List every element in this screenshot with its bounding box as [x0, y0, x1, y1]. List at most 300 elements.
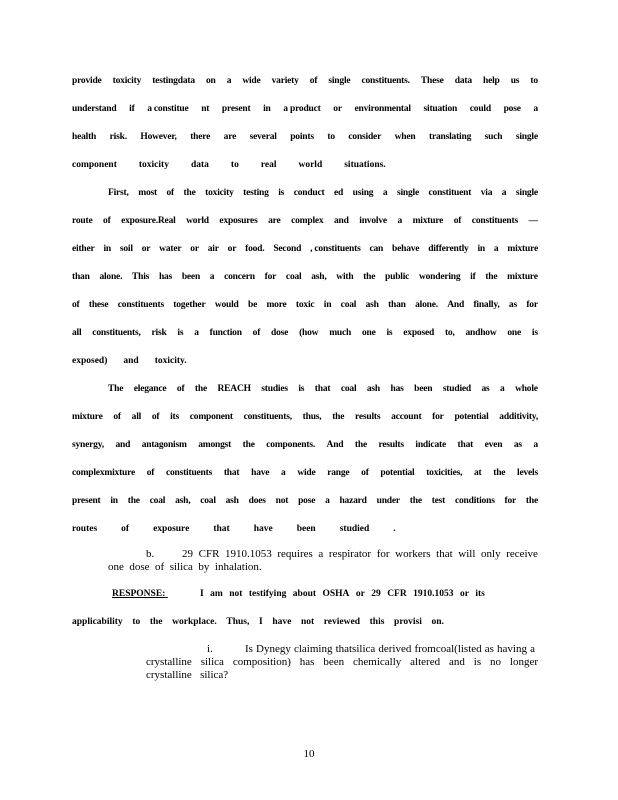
word: all [131, 412, 142, 422]
word: account [391, 412, 422, 422]
word: that [223, 468, 240, 478]
word: that [436, 548, 453, 560]
word: wide [297, 468, 316, 478]
word: a constitue [147, 104, 189, 114]
question-b-line [182, 548, 538, 560]
word: than [72, 272, 90, 282]
word: toxicity [205, 188, 234, 198]
word: requires [277, 548, 313, 560]
word: that [314, 384, 331, 394]
word: even [484, 440, 503, 450]
body-line [72, 299, 538, 311]
word: ash, [175, 496, 191, 506]
word: or [355, 589, 365, 599]
word: differently [428, 244, 469, 254]
word: constituents [165, 468, 213, 478]
word: exposure.Real [121, 216, 176, 226]
word: provide [72, 76, 102, 86]
word: risk. [109, 132, 127, 142]
word: the [525, 496, 538, 506]
body-line [72, 243, 538, 255]
word: via [480, 188, 493, 198]
word: at [474, 468, 482, 478]
word: mixture [72, 412, 103, 422]
word: a [194, 328, 199, 338]
word: such [484, 132, 503, 142]
word: a [397, 216, 403, 226]
word: a [318, 548, 324, 560]
word: 1910.1053 [225, 548, 272, 560]
word: pose [503, 104, 521, 114]
body-line [72, 411, 538, 423]
word: concern [224, 272, 255, 282]
body-line [72, 159, 386, 171]
word: with [336, 272, 354, 282]
word: behave [392, 244, 420, 254]
question-i-line: crystalline silica? [146, 669, 229, 681]
word: range [327, 468, 350, 478]
word: involve [359, 216, 387, 226]
word: potential [454, 412, 489, 422]
word: is [473, 656, 482, 668]
word: to, [444, 328, 455, 338]
word: single [515, 188, 538, 198]
word: present [221, 104, 251, 114]
word: ash [365, 300, 379, 310]
word: us [510, 76, 520, 86]
word: And [447, 300, 465, 310]
word: the [493, 468, 506, 478]
word: in [103, 244, 111, 254]
body-line [72, 215, 538, 227]
word: most [138, 188, 157, 198]
word: wide [242, 76, 261, 86]
word: all [72, 328, 82, 338]
word: for [526, 300, 538, 310]
word: have [272, 617, 292, 627]
word: derived [378, 643, 412, 655]
body-line [72, 327, 538, 339]
word: as [481, 384, 490, 394]
question-i-line [146, 656, 538, 668]
word: testifying [248, 589, 287, 599]
word: exposed) [72, 356, 108, 366]
word: have [253, 524, 273, 534]
question-i-marker: i. [207, 643, 213, 655]
word: a [226, 76, 232, 86]
word: toxicity. [154, 356, 187, 366]
word: exposures [219, 216, 258, 226]
word: synergy, [72, 440, 104, 450]
word: chemically [353, 656, 402, 668]
word: of [103, 216, 111, 226]
word: can [369, 244, 384, 254]
word: toxicity [138, 160, 169, 170]
word: And [326, 440, 344, 450]
word: workplace. [172, 617, 217, 627]
word: constituents, [243, 412, 292, 422]
word: when [394, 132, 416, 142]
word: of [113, 412, 121, 422]
word: mixture [507, 272, 538, 282]
word: results [355, 412, 381, 422]
word: I [200, 589, 204, 599]
word: of [146, 468, 155, 478]
word: help [482, 76, 500, 86]
word: for [432, 412, 444, 422]
body-line [72, 439, 538, 451]
word: a [533, 104, 538, 114]
word: to [327, 132, 335, 142]
word: elegance [133, 384, 167, 394]
word: either [72, 244, 95, 254]
word: water [159, 244, 182, 254]
word: been [296, 524, 316, 534]
word: data [454, 76, 472, 86]
word: of [309, 76, 318, 86]
word: if [129, 104, 135, 114]
word: reviewed [323, 617, 360, 627]
body-line [72, 103, 538, 115]
word: world [298, 160, 323, 170]
word: coal [340, 300, 357, 310]
word: the [332, 412, 345, 422]
word: the [242, 440, 255, 450]
word: applicability [72, 617, 123, 627]
word: complex [291, 216, 324, 226]
response-label-text: RESPONSE: [112, 589, 166, 599]
word: is [298, 384, 305, 394]
word: not [275, 496, 289, 506]
word: data [190, 160, 209, 170]
word: one [361, 328, 376, 338]
word: CFR [387, 589, 407, 599]
word: has [299, 656, 315, 668]
word: under [376, 496, 400, 506]
body-line [72, 271, 538, 283]
word: or [227, 244, 237, 254]
word: workers [395, 548, 431, 560]
word: as [513, 440, 522, 450]
word: these [88, 300, 109, 310]
body-line [72, 523, 396, 535]
word: that [457, 440, 474, 450]
word: is [386, 328, 393, 338]
word: single [328, 76, 351, 86]
word: — [528, 216, 538, 226]
word: . [393, 524, 396, 534]
word: several [249, 132, 277, 142]
word: understand [72, 104, 117, 114]
response-line [200, 588, 485, 600]
word: I [258, 617, 263, 627]
word: potential [380, 468, 415, 478]
word: only [481, 548, 501, 560]
word: amongst [198, 440, 232, 450]
word: to [230, 160, 239, 170]
question-b-line: one dose of silica by inhalation. [108, 561, 262, 573]
word: been [323, 656, 345, 668]
page-number: 10 [303, 748, 315, 760]
word: wondering [418, 272, 461, 282]
word: the [409, 496, 422, 506]
word: studies [261, 384, 288, 394]
word: alone. [415, 300, 438, 310]
word: health [72, 132, 97, 142]
word: am [210, 589, 223, 599]
body-line [108, 187, 538, 199]
word: not [300, 617, 315, 627]
word: translating [428, 132, 472, 142]
word: present [72, 496, 101, 506]
word: andhow [465, 328, 497, 338]
word: a [500, 384, 505, 394]
word: been [414, 384, 433, 394]
word: conduct [293, 188, 325, 198]
word: together [173, 300, 206, 310]
word: 1910.1053 [413, 589, 454, 599]
body-line [72, 131, 538, 143]
word: receive [506, 548, 538, 560]
word: risk [151, 328, 167, 338]
word: or [459, 589, 469, 599]
word: coal [149, 496, 166, 506]
word: levels [517, 468, 538, 478]
question-i-line [245, 643, 535, 655]
word: ash [225, 496, 239, 506]
word: has [390, 384, 404, 394]
word: will [458, 548, 476, 560]
word: Second [273, 244, 302, 254]
word: of [453, 216, 462, 226]
word: constituents [117, 300, 164, 310]
body-line [108, 383, 538, 395]
word: a [209, 272, 215, 282]
word: antagonism [141, 440, 187, 450]
word: 29 [371, 589, 381, 599]
word: nt [201, 104, 210, 114]
word: a [325, 496, 330, 506]
word: the [127, 496, 140, 506]
word: the [354, 440, 367, 450]
word: claiming [293, 643, 333, 655]
word: Dynegy [256, 643, 291, 655]
word: toxicities, [426, 468, 463, 478]
word: silica [200, 656, 224, 668]
word: its [170, 412, 179, 422]
word: constituents [471, 216, 518, 226]
word: fromcoal(listed [414, 643, 482, 655]
word: are [268, 216, 281, 226]
word: real [260, 160, 277, 170]
word: alone. [99, 272, 123, 282]
word: dose [271, 328, 289, 338]
response-underline [165, 588, 185, 600]
word: whole [515, 384, 538, 394]
word: points [290, 132, 314, 142]
body-line [72, 75, 538, 87]
word: respirator [328, 548, 372, 560]
word: a [533, 440, 538, 450]
word: 29 [182, 548, 193, 560]
word: thatsilica [335, 643, 376, 655]
word: longer [509, 656, 538, 668]
word: in [323, 300, 332, 310]
word: of [252, 328, 261, 338]
word: component [189, 412, 233, 422]
word: mixture [412, 216, 444, 226]
word: The [108, 384, 124, 394]
word: if [470, 272, 476, 282]
word: soil [119, 244, 133, 254]
word: a [493, 244, 499, 254]
word: , constituents [310, 244, 361, 254]
word: is [531, 328, 538, 338]
word: toxicity [112, 76, 142, 86]
word: of [176, 384, 185, 394]
word: for [264, 272, 277, 282]
word: coal [340, 384, 357, 394]
word: there [190, 132, 211, 142]
word: mixture [507, 244, 538, 254]
word: or [333, 104, 342, 114]
word: and [115, 440, 131, 450]
word: studied [339, 524, 370, 534]
word: indicate [415, 440, 446, 450]
word: its [475, 589, 485, 599]
word: testing [243, 188, 269, 198]
word: and [123, 356, 139, 366]
word: and [448, 656, 465, 668]
word: not [229, 589, 243, 599]
word: is [278, 188, 285, 198]
word: environmental [354, 104, 411, 114]
word: in [110, 496, 118, 506]
word: complexmixture [72, 468, 135, 478]
word: additivity, [499, 412, 538, 422]
word: having [497, 643, 527, 655]
word: of [166, 188, 175, 198]
word: exposed [403, 328, 435, 338]
body-line [72, 495, 538, 507]
word: CFR [198, 548, 220, 560]
word: hazard [339, 496, 367, 506]
word: of [121, 524, 130, 534]
word: of [151, 412, 160, 422]
word: a [281, 468, 286, 478]
word: the [183, 188, 196, 198]
word: on. [431, 617, 444, 627]
word: about [292, 589, 317, 599]
word: constituents. [361, 76, 410, 86]
word: single [396, 188, 419, 198]
word: the [485, 272, 498, 282]
word: OSHA [322, 589, 350, 599]
word: that [213, 524, 230, 534]
word: ash [366, 384, 381, 394]
word: consider [348, 132, 382, 142]
response-label [112, 588, 185, 600]
word: as [484, 643, 494, 655]
word: toxic [295, 300, 315, 310]
word: ash, [311, 272, 327, 282]
word: as [508, 300, 517, 310]
word: results [378, 440, 404, 450]
word: be [247, 300, 258, 310]
word: public [385, 272, 410, 282]
word: for [376, 548, 390, 560]
word: much [329, 328, 352, 338]
word: and [334, 216, 349, 226]
word: finally, [473, 300, 500, 310]
word: are [223, 132, 237, 142]
body-line [72, 355, 187, 367]
word: more [266, 300, 287, 310]
word: this [369, 617, 385, 627]
word: a [382, 188, 388, 198]
word: to [132, 617, 141, 627]
word: pose [298, 496, 316, 506]
word: conditions [454, 496, 495, 506]
word: world [186, 216, 209, 226]
word: altered [410, 656, 441, 668]
word: exposure [153, 524, 190, 534]
word: This [132, 272, 150, 282]
word: testingdata [152, 76, 195, 86]
word: to [530, 76, 538, 86]
word: the [194, 384, 207, 394]
word: the [363, 272, 376, 282]
word: route [72, 216, 93, 226]
word: could [469, 104, 491, 114]
word: provisi [394, 617, 422, 627]
word: coal [285, 272, 302, 282]
word: function [209, 328, 242, 338]
word: air [207, 244, 219, 254]
word: crystalline [146, 656, 192, 668]
word: variety [271, 76, 299, 86]
word: on [205, 76, 216, 86]
word: of [72, 300, 80, 310]
word: Thus, [226, 617, 250, 627]
word: or [190, 244, 199, 254]
word: REACH [217, 384, 251, 394]
word: Is [245, 643, 253, 655]
word: for [504, 496, 517, 506]
word: However, [140, 132, 177, 142]
response-line [72, 616, 444, 628]
word: test [431, 496, 446, 506]
word: components. [266, 440, 316, 450]
word: has [158, 272, 173, 282]
word: thus, [302, 412, 322, 422]
word: does [248, 496, 266, 506]
word: the [149, 617, 163, 627]
word: no [490, 656, 501, 668]
body-line [72, 467, 538, 479]
word: would [214, 300, 239, 310]
word: situations. [344, 160, 386, 170]
word: food. [245, 244, 265, 254]
word: one [507, 328, 522, 338]
word: coal [200, 496, 216, 506]
word: is [177, 328, 184, 338]
word: component [72, 160, 117, 170]
word: in [263, 104, 271, 114]
word: been [181, 272, 201, 282]
word: a [530, 643, 535, 655]
word: First, [108, 188, 129, 198]
